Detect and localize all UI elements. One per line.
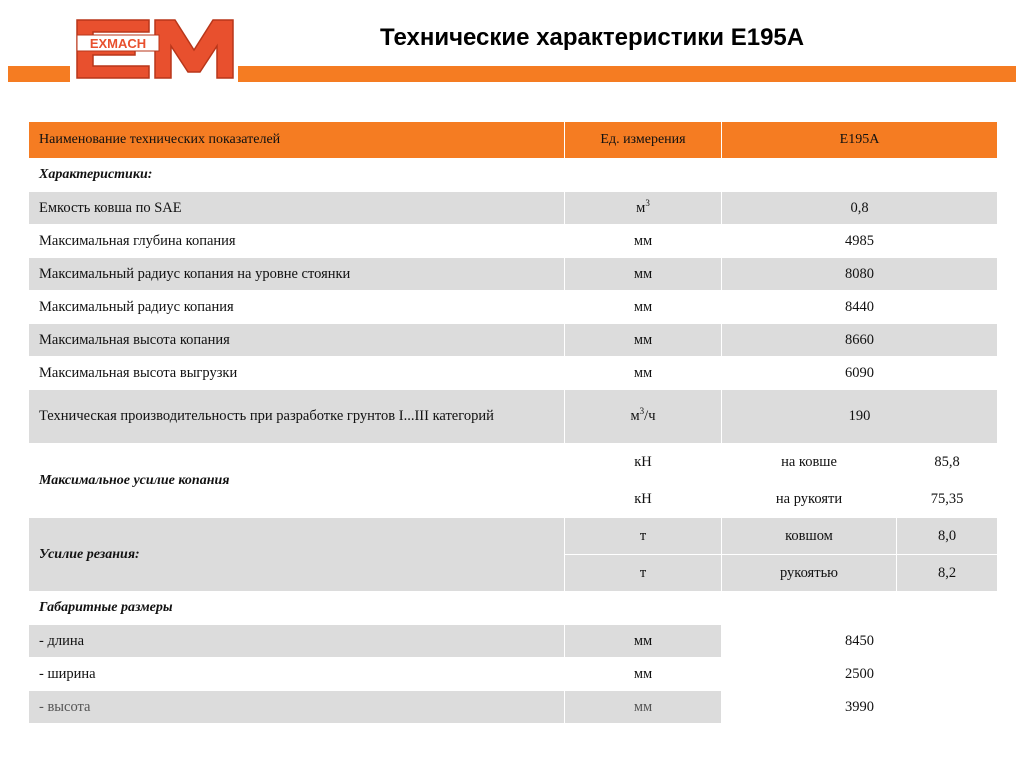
column-header-name: Наименование технических показателей — [29, 122, 565, 159]
column-header-model: Е195А — [722, 122, 998, 159]
row-unit: мм — [565, 225, 722, 258]
digging-force-label: Максимальное усилие копания — [29, 444, 565, 518]
row-value: 8660 — [722, 324, 998, 357]
row-name: - длина — [29, 625, 565, 658]
row-unit: кН — [565, 481, 722, 518]
section-row — [29, 159, 998, 192]
section-characteristics: Характеристики: — [29, 159, 998, 192]
logo-text: EXMACH — [89, 36, 147, 51]
cutting-force-label: Усилие резания: — [29, 518, 565, 592]
table-row — [29, 192, 998, 225]
section-row — [29, 592, 998, 625]
header-accent-bar-left — [8, 66, 70, 82]
row-unit: мм — [565, 324, 722, 357]
row-value: 8,2 — [897, 555, 998, 592]
table-row — [29, 357, 998, 390]
row-name: - высота — [29, 691, 565, 724]
row-value: 4985 — [722, 225, 998, 258]
row-value: 8440 — [722, 291, 998, 324]
table-row — [29, 691, 998, 724]
row-unit: кН — [565, 444, 722, 481]
row-unit: мм — [565, 625, 722, 658]
table-row — [29, 291, 998, 324]
table-header-row — [29, 122, 998, 159]
row-sub-label: рукоятью — [722, 555, 897, 592]
row-sub-label: на рукояти — [722, 481, 897, 518]
row-value: 8450 — [722, 625, 998, 658]
row-value: 75,35 — [897, 481, 998, 518]
row-unit: мм — [565, 691, 722, 724]
row-name: Максимальный радиус копания на уровне стоянки — [29, 258, 565, 291]
row-name: - ширина — [29, 658, 565, 691]
header-accent-bar-right — [238, 66, 1016, 82]
row-name: Максимальная высота выгрузки — [29, 357, 565, 390]
row-value: 85,8 — [897, 444, 998, 481]
table-row — [29, 658, 998, 691]
spec-table — [28, 121, 998, 724]
row-value: 2500 — [722, 658, 998, 691]
row-unit: мм — [565, 291, 722, 324]
row-value: 8080 — [722, 258, 998, 291]
column-header-unit: Ед. измерения — [565, 122, 722, 159]
row-sub-label: ковшом — [722, 518, 897, 555]
table-row — [29, 390, 998, 444]
row-unit: мм — [565, 357, 722, 390]
table-row — [29, 444, 998, 481]
row-sub-label: на ковше — [722, 444, 897, 481]
table-row — [29, 625, 998, 658]
row-unit: $м^3$ — [565, 192, 722, 225]
row-name: Максимальная высота копания — [29, 324, 565, 357]
row-name: Емкость ковша по SAE — [29, 192, 565, 225]
row-name: Максимальный радиус копания — [29, 291, 565, 324]
row-name: Максимальная глубина копания — [29, 225, 565, 258]
section-dimensions: Габаритные размеры — [29, 592, 998, 625]
table-row — [29, 324, 998, 357]
row-name: Техническая производительность при разработке грунтов I...III категорий — [29, 390, 565, 444]
row-value: 6090 — [722, 357, 998, 390]
exmach-logo — [71, 16, 237, 82]
row-value: 8,0 — [897, 518, 998, 555]
table-row — [29, 225, 998, 258]
row-value: 0,8 — [722, 192, 998, 225]
page-title: Технические характеристики Е195А — [380, 24, 805, 51]
row-value: 190 — [722, 390, 998, 444]
row-unit: мм — [565, 658, 722, 691]
table-row — [29, 518, 998, 555]
row-unit: т — [565, 555, 722, 592]
row-value: 3990 — [722, 691, 998, 724]
row-unit: $м^3/ч$ — [565, 390, 722, 444]
row-unit: мм — [565, 258, 722, 291]
table-row — [29, 258, 998, 291]
row-unit: т — [565, 518, 722, 555]
